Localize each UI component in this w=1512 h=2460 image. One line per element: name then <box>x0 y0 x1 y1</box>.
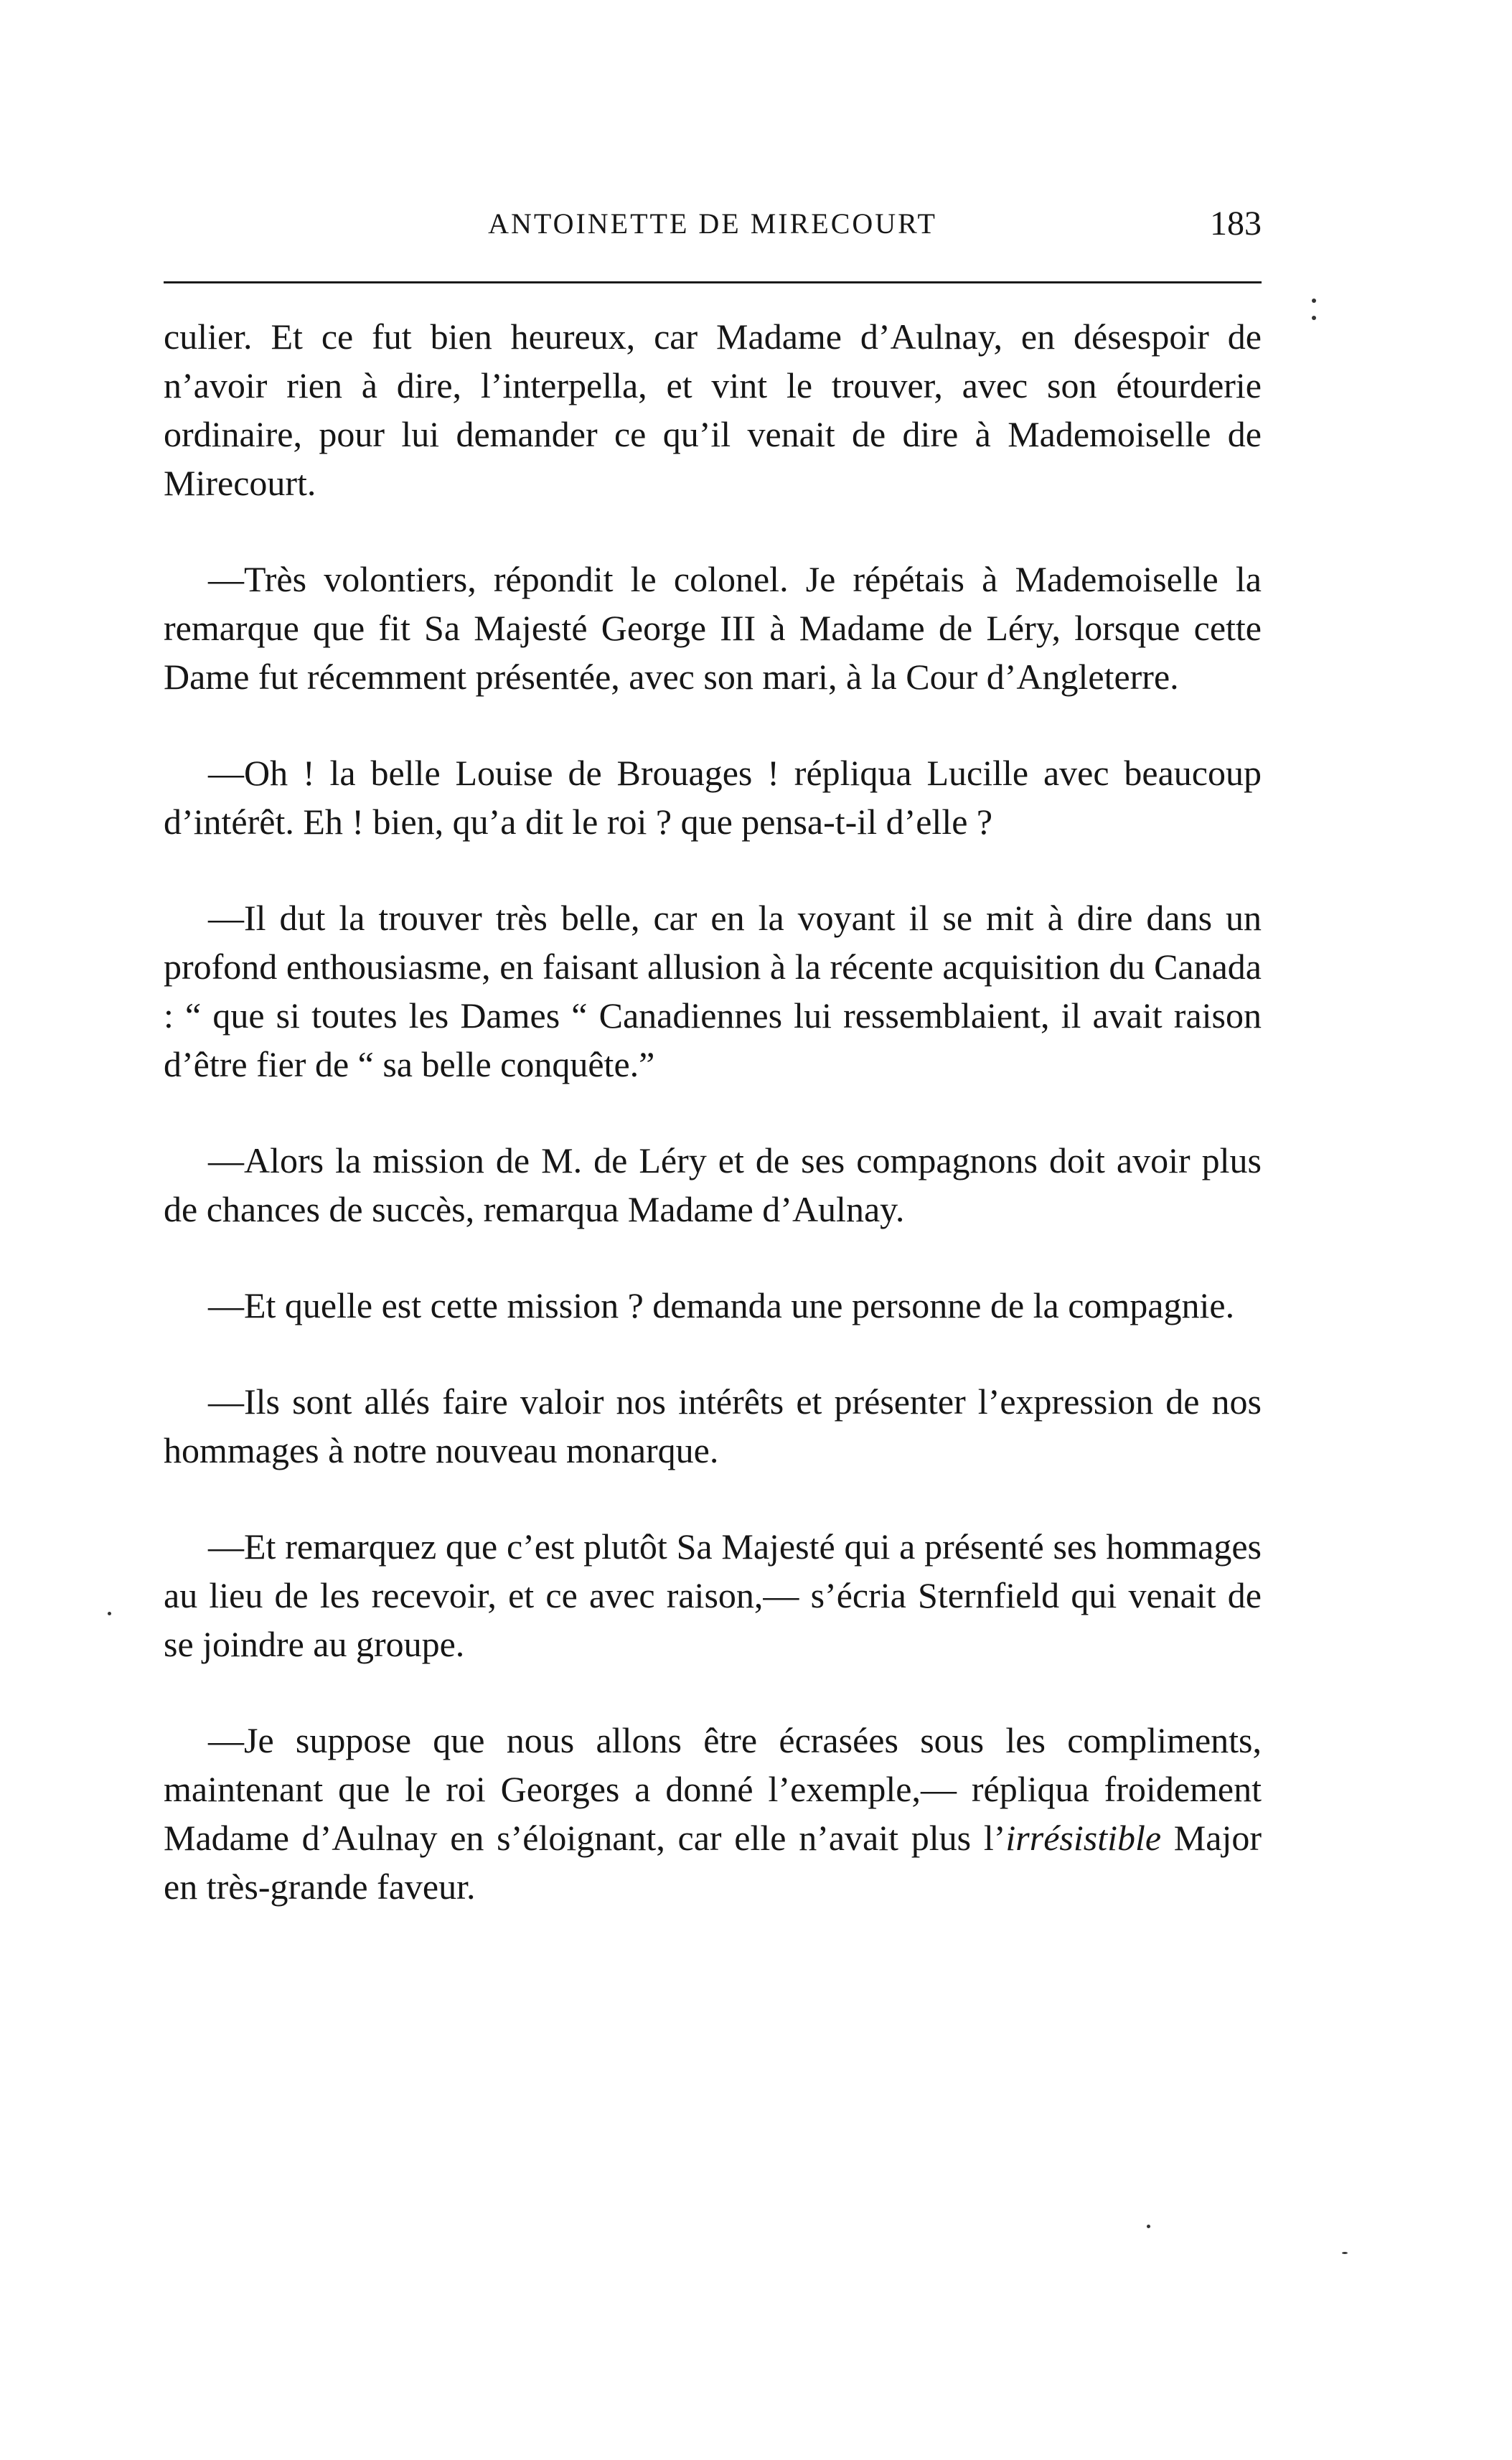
paragraph-final <box>164 1716 1262 1911</box>
body-text <box>164 312 1262 1958</box>
scan-speck <box>1147 2225 1150 2228</box>
emphasized-word: irrésistible <box>1005 1818 1162 1858</box>
paragraph-mission: —Alors la mission de M. de Léry et de ses compagnons doit avoir plus de chances de succès, remarqua Madame d’Aulnay. <box>164 1140 1262 1229</box>
paragraph-king-remark: —Il dut la trouver très belle, car en la voyant il se mit à dire dans un profond enthousiasme, en faisant allusion à la récente acquisition du Canada : “ que si toutes les Dames “ Canadiennes lui ressemblaient, il avait raison d’être fier de “ sa belle conquête.” <box>164 898 1262 1084</box>
running-head <box>164 199 1262 250</box>
paragraph-hommages: —Ils sont allés faire valoir nos intérêts et présenter l’expression de nos hommages à notre nouveau monarque. <box>164 1381 1262 1470</box>
paragraph-final-after: Major en très-grande faveur. <box>164 1818 1262 1907</box>
header-rule <box>164 281 1262 283</box>
scan-speck <box>108 1612 111 1615</box>
paragraph-continuation: culier. Et ce fut bien heureux, car Madame d’Aulnay, en désespoir de n’avoir rien à dire, l’interpella, et vint le trouver, avec son étourderie ordinaire, pour lui demander ce qu’il venait de dire à Mademoiselle de Mirecourt. <box>164 316 1262 503</box>
paragraph-final-before: —Je suppose que nous allons être écrasées sous les compliments, maintenant que le roi Georges a donné l’exemple,— répliqua froidement Madame d’Aulnay en s’éloignant, car elle n’avait plus l’ <box>164 1720 1262 1858</box>
paragraph-colonel-reply: —Très volontiers, répondit le colonel. Je répétais à Mademoiselle la remarque que fit Sa Majesté George III à Madame de Léry, lorsque cette Dame fut récemment présentée, avec son mari, à la Cour d’Angleterre. <box>164 559 1262 697</box>
paragraph-sternfield: —Et remarquez que c’est plutôt Sa Majesté qui a présenté ses hommages au lieu de les recevoir, et ce avec raison,— s’écria Sternfield qui venait de se joindre au groupe. <box>164 1526 1262 1664</box>
scan-speck <box>1342 2252 1348 2254</box>
page-number: 183 <box>1210 205 1262 243</box>
paragraph-lucille-question: —Oh ! la belle Louise de Brouages ! répliqua Lucille avec beaucoup d’intérêt. Eh ! bien, qu’a dit le roi ? que pensa-t-il d’elle ? <box>164 753 1262 842</box>
scan-speck <box>1312 299 1316 303</box>
running-head-title: ANTOINETTE DE MIRECOURT <box>488 207 937 240</box>
scan-speck <box>1312 316 1316 320</box>
paragraph-question-mission: —Et quelle est cette mission ? demanda une personne de la compagnie. <box>208 1285 1235 1325</box>
